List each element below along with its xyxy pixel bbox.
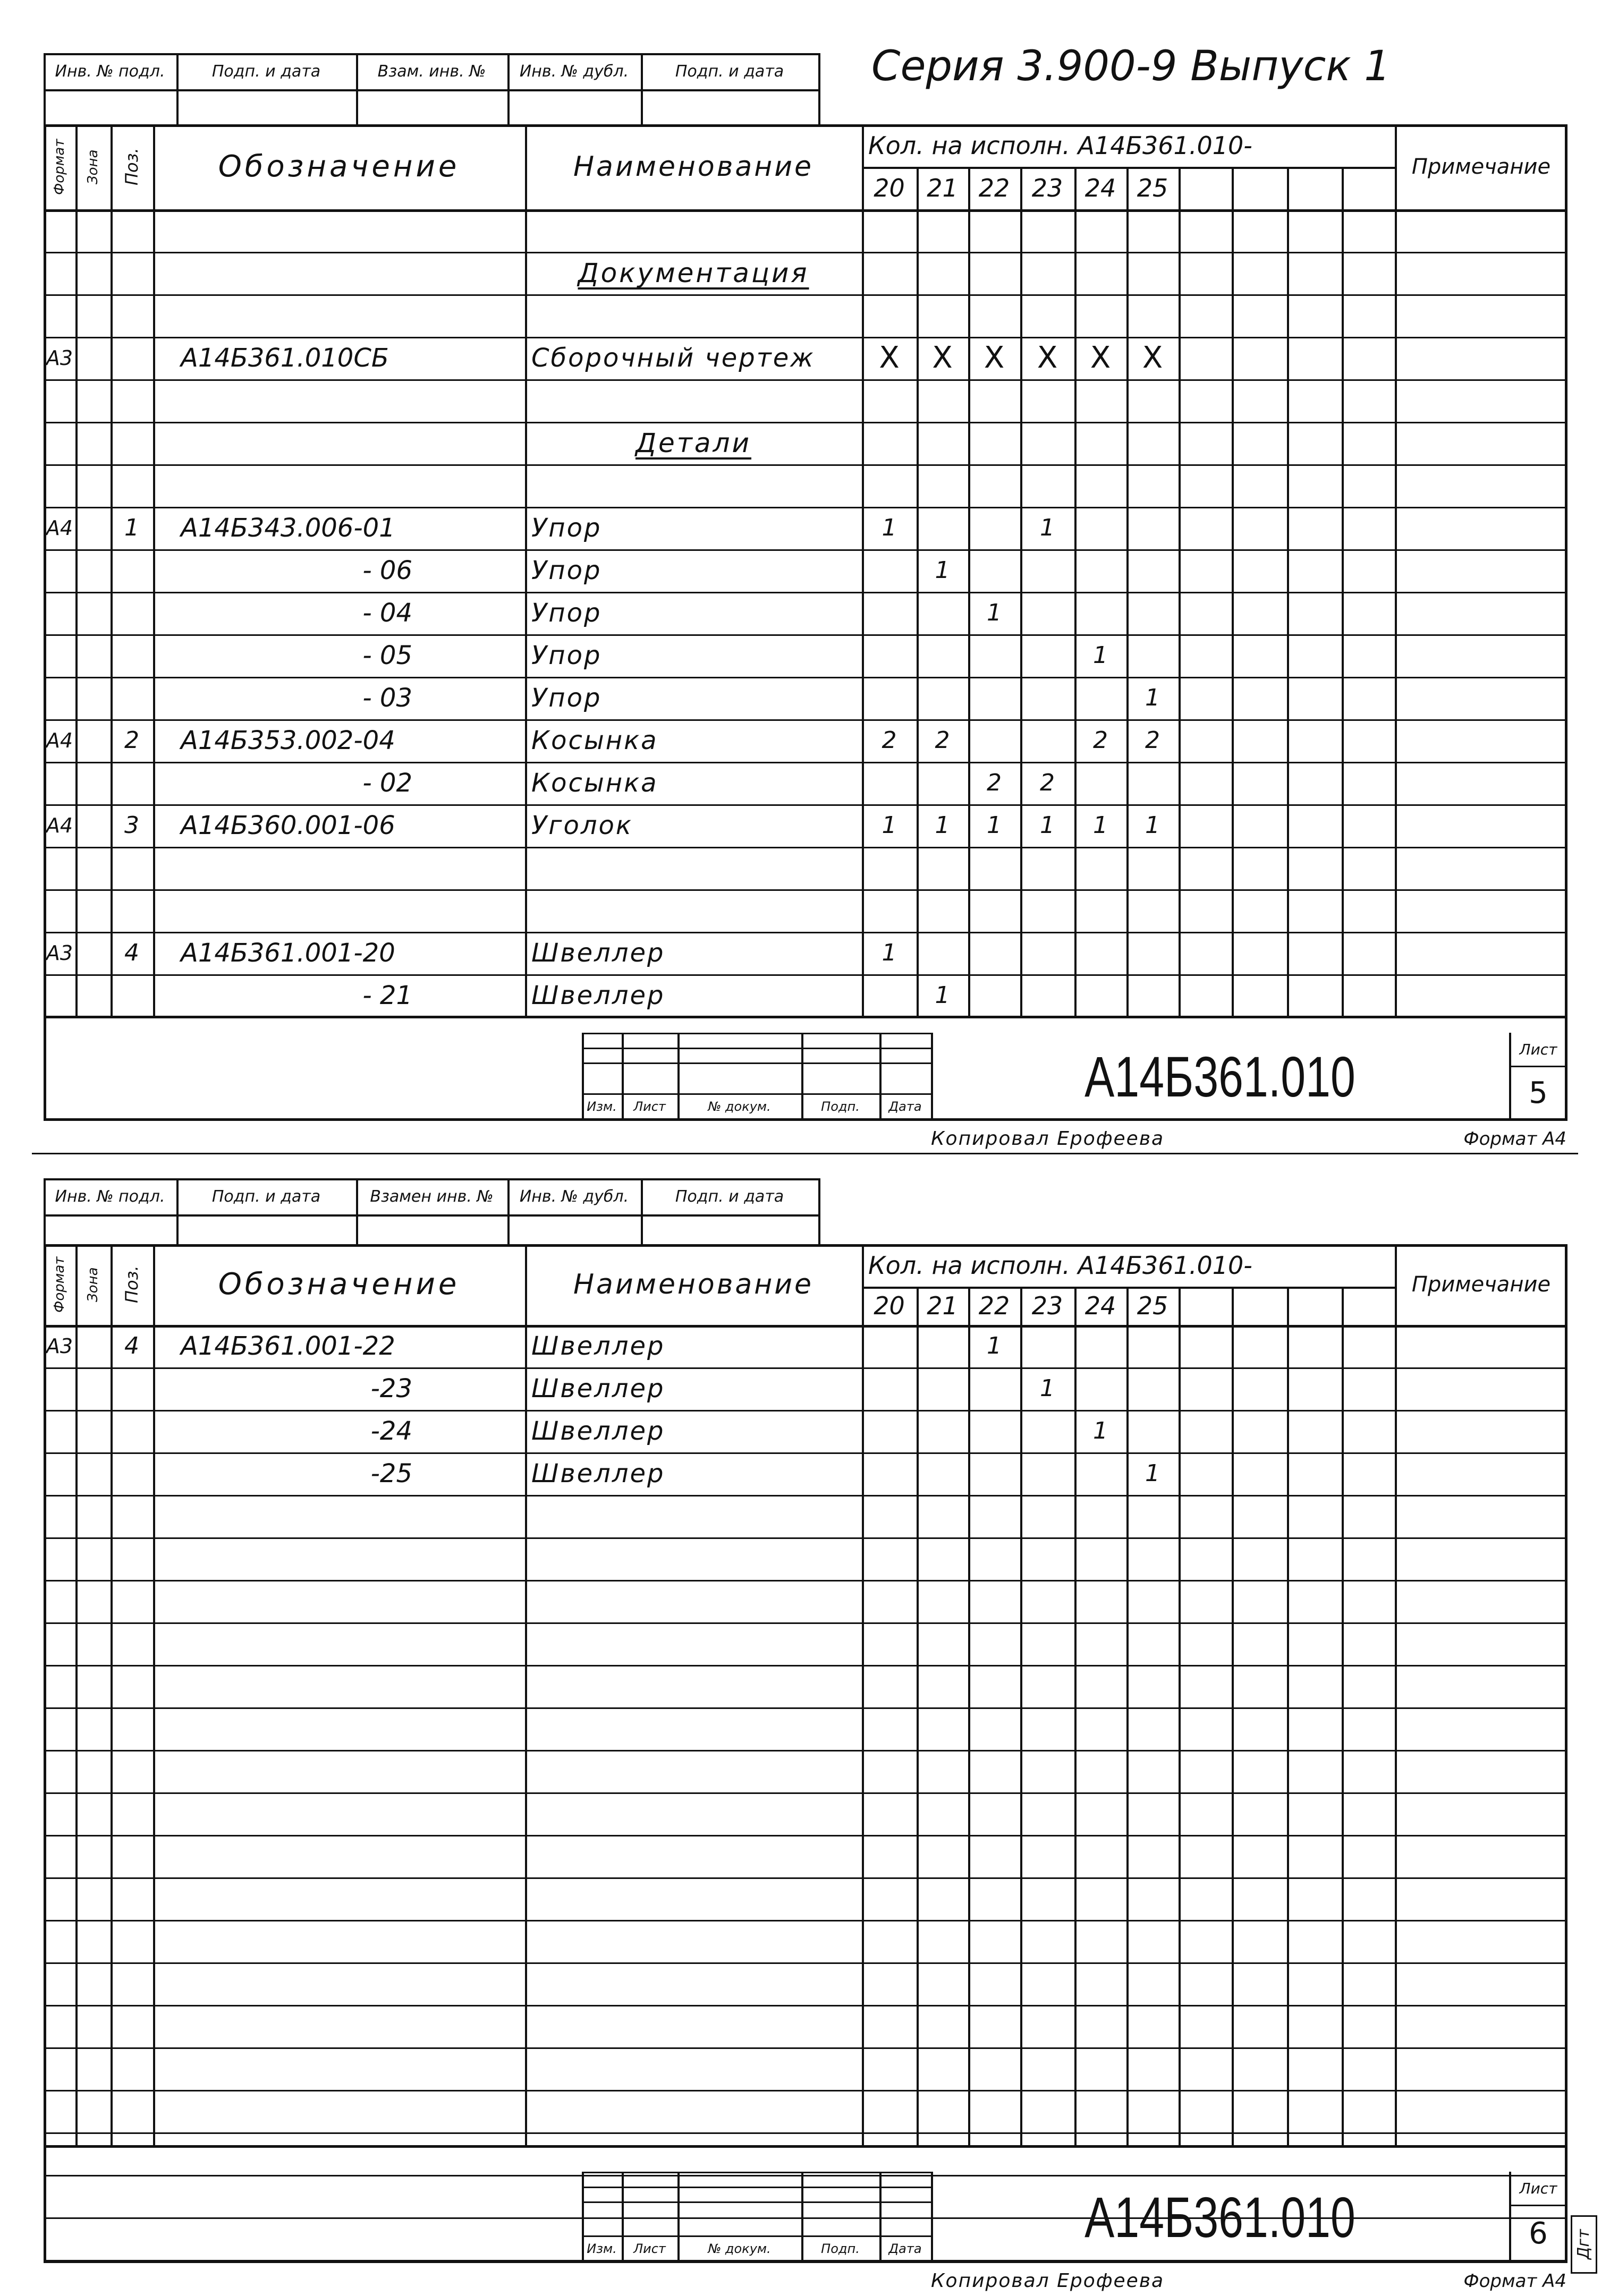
- row-name: Косынка: [531, 768, 658, 798]
- stamp-label: Подп.: [821, 2241, 860, 2256]
- stamp-sheet-number: 6: [1529, 2216, 1548, 2251]
- quantity-cell: 2: [1093, 727, 1108, 754]
- stamp-label: Изм.: [587, 1099, 617, 1114]
- row-name: Сборочный чертеж: [531, 343, 815, 373]
- approval-header-label: Инв. № подл.: [55, 62, 165, 81]
- variant-column-header: 25: [1137, 174, 1168, 202]
- row-position: 4: [124, 939, 139, 966]
- variant-column-header: 21: [927, 174, 958, 202]
- rule-line: [44, 2005, 1567, 2006]
- quantity-cell: 1: [1093, 1417, 1108, 1444]
- quantity-cell: 1: [1145, 812, 1160, 839]
- quantity-cell: 1: [935, 982, 950, 1009]
- row-designation: - 21: [362, 981, 412, 1010]
- rule-line: [44, 1622, 1567, 1624]
- approval-header-label: Инв. № дубл.: [519, 1187, 629, 1206]
- quantity-cell: X: [1142, 341, 1163, 375]
- rule-line: [1126, 1287, 1129, 2145]
- column-header-zone: Зона: [85, 149, 101, 184]
- rule-line: [44, 1920, 1567, 1921]
- rule-line: [111, 124, 113, 1016]
- row-name: Упор: [531, 598, 602, 628]
- quantity-cell: 1: [1093, 812, 1108, 839]
- rule-line: [44, 209, 1567, 212]
- rule-line: [1509, 2205, 1567, 2206]
- approval-header-label: Подп. и дата: [675, 62, 784, 81]
- rule-line: [1179, 1287, 1181, 2145]
- approval-header-label: Взам. инв. №: [377, 62, 486, 81]
- row-format: А3: [46, 1334, 73, 1358]
- row-name: Упор: [531, 513, 602, 543]
- quantity-cell: 1: [882, 939, 897, 966]
- rule-line: [44, 89, 818, 91]
- row-name: Упор: [531, 683, 602, 713]
- row-designation: А14Б361.010СБ: [181, 343, 389, 373]
- variant-column-header: 22: [978, 1291, 1010, 1320]
- quantity-cell: X: [932, 341, 953, 375]
- column-header-note: Примечание: [1411, 155, 1551, 179]
- rule-line: [44, 379, 1567, 381]
- row-designation: А14Б343.006-01: [181, 513, 395, 543]
- row-designation: - 04: [362, 598, 412, 628]
- rule-line: [44, 1750, 1567, 1751]
- rule-line: [582, 2201, 931, 2203]
- stamp-sheet-label: Лист: [1519, 2180, 1557, 2197]
- column-header-pos: Поз.: [122, 148, 142, 186]
- variant-column-header: 24: [1084, 1291, 1116, 1320]
- rule-line: [44, 1792, 1567, 1794]
- quantity-cell: 2: [935, 727, 950, 754]
- row-designation: А14Б353.002-04: [181, 726, 395, 755]
- rule-line: [968, 1287, 970, 2145]
- stamp-label: Лист: [633, 1099, 666, 1114]
- row-designation: -23: [370, 1374, 412, 1404]
- rule-line: [75, 124, 78, 1016]
- variant-column-header: 23: [1031, 1291, 1063, 1320]
- column-header-designation: Обозначение: [218, 149, 460, 184]
- rule-line: [44, 1665, 1567, 1666]
- variant-column-header: 20: [874, 1291, 905, 1320]
- quantity-cell: 2: [1145, 727, 1160, 754]
- quantity-cell: 2: [1040, 769, 1055, 796]
- row-position: 4: [124, 1332, 139, 1359]
- row-name: Упор: [531, 641, 602, 670]
- rule-line: [1509, 1066, 1567, 1067]
- row-name: Упор: [531, 556, 602, 585]
- row-designation: -25: [370, 1459, 412, 1489]
- variant-column-header: 24: [1084, 174, 1116, 202]
- row-name: Швеллер: [531, 1331, 665, 1361]
- copied-by: Копировал Ерофеева: [931, 1128, 1165, 1150]
- rule-line: [1395, 124, 1397, 1016]
- rule-line: [582, 1062, 931, 1064]
- rule-line: [582, 1033, 931, 1034]
- rule-line: [44, 1016, 1567, 1018]
- row-designation: - 03: [362, 683, 412, 713]
- variant-column-header: 21: [927, 1291, 958, 1320]
- stamp-label: № докум.: [708, 1099, 771, 1114]
- column-header-name: Наименование: [573, 1269, 814, 1300]
- row-name: Швеллер: [531, 1416, 665, 1446]
- variant-column-header: 22: [978, 174, 1010, 202]
- format-label: Формат А4: [1463, 2271, 1566, 2292]
- row-format: А4: [46, 814, 73, 837]
- row-name: Швеллер: [531, 938, 665, 968]
- quantity-cell: 1: [987, 812, 1002, 839]
- quantity-cell: X: [1090, 341, 1111, 375]
- column-header-quantity: Кол. на исполн. А14Б361.010-: [868, 1251, 1252, 1280]
- rule-line: [44, 294, 1567, 296]
- rule-line: [44, 1537, 1567, 1539]
- quantity-cell: X: [1037, 341, 1058, 375]
- rule-line: [818, 1178, 820, 1244]
- row-name: Швеллер: [531, 981, 665, 1010]
- rule-line: [75, 1244, 78, 2145]
- format-label: Формат А4: [1463, 1128, 1566, 1150]
- stamp-label: Подп.: [821, 1099, 860, 1114]
- quantity-cell: 1: [1145, 1460, 1160, 1487]
- row-designation: - 05: [362, 641, 412, 670]
- row-name: Уголок: [531, 811, 633, 840]
- row-designation: А14Б361.001-20: [181, 938, 395, 968]
- row-position: 3: [124, 812, 139, 839]
- row-name: Косынка: [531, 726, 658, 755]
- quantity-cell: 2: [882, 727, 897, 754]
- row-format: А3: [46, 941, 73, 965]
- rule-line: [818, 53, 820, 124]
- row-name: Швеллер: [531, 1374, 665, 1404]
- stamp-label: Лист: [633, 2241, 666, 2256]
- approval-header-label: Инв. № дубл.: [519, 62, 629, 81]
- stamp-sheet-number: 5: [1529, 1076, 1548, 1110]
- quantity-cell: X: [984, 341, 1005, 375]
- quantity-cell: 1: [882, 514, 897, 541]
- rule-line: [931, 1033, 933, 1121]
- quantity-cell: 1: [935, 812, 950, 839]
- rule-line: [1232, 1287, 1234, 2145]
- quantity-cell: 1: [882, 812, 897, 839]
- rule-line: [1287, 1287, 1289, 2145]
- series-title: Серия 3.900-9 Выпуск 1: [871, 42, 1391, 90]
- quantity-cell: 1: [987, 1332, 1002, 1359]
- rule-line: [1342, 1287, 1344, 2145]
- row-format: А4: [46, 516, 73, 540]
- rule-line: [917, 1287, 919, 2145]
- row-format: А3: [46, 346, 73, 370]
- row-designation: - 02: [362, 768, 412, 798]
- rule-line: [44, 1707, 1567, 1709]
- rule-line: [931, 2172, 933, 2263]
- stamp-label: № докум.: [708, 2241, 771, 2256]
- row-designation: - 06: [362, 556, 412, 585]
- approval-header-label: Взамен инв. №: [370, 1187, 494, 1206]
- rule-line: [1395, 1244, 1397, 2145]
- rule-line: [111, 1244, 113, 2145]
- rule-line: [44, 2132, 1567, 2134]
- quantity-cell: X: [879, 341, 900, 375]
- rule-line: [44, 889, 1567, 891]
- variant-column-header: 23: [1031, 174, 1063, 202]
- stamp-label: Дата: [888, 2241, 922, 2256]
- row-format: А4: [46, 729, 73, 752]
- rule-line: [44, 2047, 1567, 2049]
- column-header-format: Формат: [52, 139, 67, 195]
- approval-header-label: Инв. № подл.: [55, 1187, 165, 1206]
- rule-line: [1020, 1287, 1022, 2145]
- rule-line: [44, 2145, 1567, 2148]
- column-header-quantity: Кол. на исполн. А14Б361.010-: [868, 131, 1252, 160]
- approval-header-label: Подп. и дата: [211, 62, 321, 81]
- section-heading: Документация: [578, 258, 809, 288]
- rule-line: [582, 2172, 931, 2173]
- edge-note: Дгт: [1571, 2215, 1597, 2274]
- copied-by: Копировал Ерофеева: [931, 2270, 1165, 2292]
- stamp-document-number: А14Б361.010: [1084, 1044, 1355, 1109]
- quantity-cell: 1: [935, 557, 950, 584]
- rule-line: [44, 464, 1567, 466]
- row-designation: А14Б361.001-22: [181, 1331, 395, 1361]
- column-header-zone: Зона: [85, 1267, 101, 1302]
- quantity-cell: 2: [987, 769, 1002, 796]
- stamp-sheet-label: Лист: [1519, 1041, 1557, 1058]
- quantity-cell: 1: [1040, 514, 1055, 541]
- rule-line: [44, 1835, 1567, 1836]
- column-header-designation: Обозначение: [218, 1267, 460, 1302]
- column-header-format: Формат: [52, 1256, 67, 1313]
- column-header-name: Наименование: [573, 151, 814, 183]
- approval-header-label: Подп. и дата: [211, 1187, 321, 1206]
- quantity-cell: 1: [987, 599, 1002, 626]
- section-heading: Детали: [635, 428, 752, 458]
- rule-line: [44, 847, 1567, 848]
- quantity-cell: 1: [1040, 812, 1055, 839]
- sheet-separator: [32, 1153, 1578, 1154]
- column-header-note: Примечание: [1411, 1272, 1551, 1297]
- variant-column-header: 25: [1137, 1291, 1168, 1320]
- row-position: 2: [124, 727, 139, 754]
- rule-line: [582, 2187, 931, 2188]
- rule-line: [582, 1048, 931, 1049]
- variant-column-header: 20: [874, 174, 905, 202]
- rule-line: [44, 2090, 1567, 2091]
- row-designation: А14Б360.001-06: [181, 811, 395, 840]
- stamp-document-number: А14Б361.010: [1084, 2185, 1355, 2249]
- stamp-label: Изм.: [587, 2241, 617, 2256]
- quantity-cell: 1: [1093, 642, 1108, 669]
- rule-line: [44, 1962, 1567, 1964]
- quantity-cell: 1: [1145, 684, 1160, 711]
- row-position: 1: [124, 514, 139, 541]
- quantity-cell: 1: [1040, 1375, 1055, 1402]
- rule-line: [44, 1580, 1567, 1581]
- rule-line: [44, 1214, 818, 1217]
- approval-header-label: Подп. и дата: [675, 1187, 784, 1206]
- row-designation: -24: [370, 1416, 412, 1446]
- row-name: Швеллер: [531, 1459, 665, 1489]
- rule-line: [862, 1244, 864, 2145]
- column-header-pos: Поз.: [122, 1265, 142, 1304]
- rule-line: [862, 124, 864, 1016]
- rule-line: [44, 1495, 1567, 1496]
- stamp-label: Дата: [888, 1099, 922, 1114]
- rule-line: [44, 1877, 1567, 1879]
